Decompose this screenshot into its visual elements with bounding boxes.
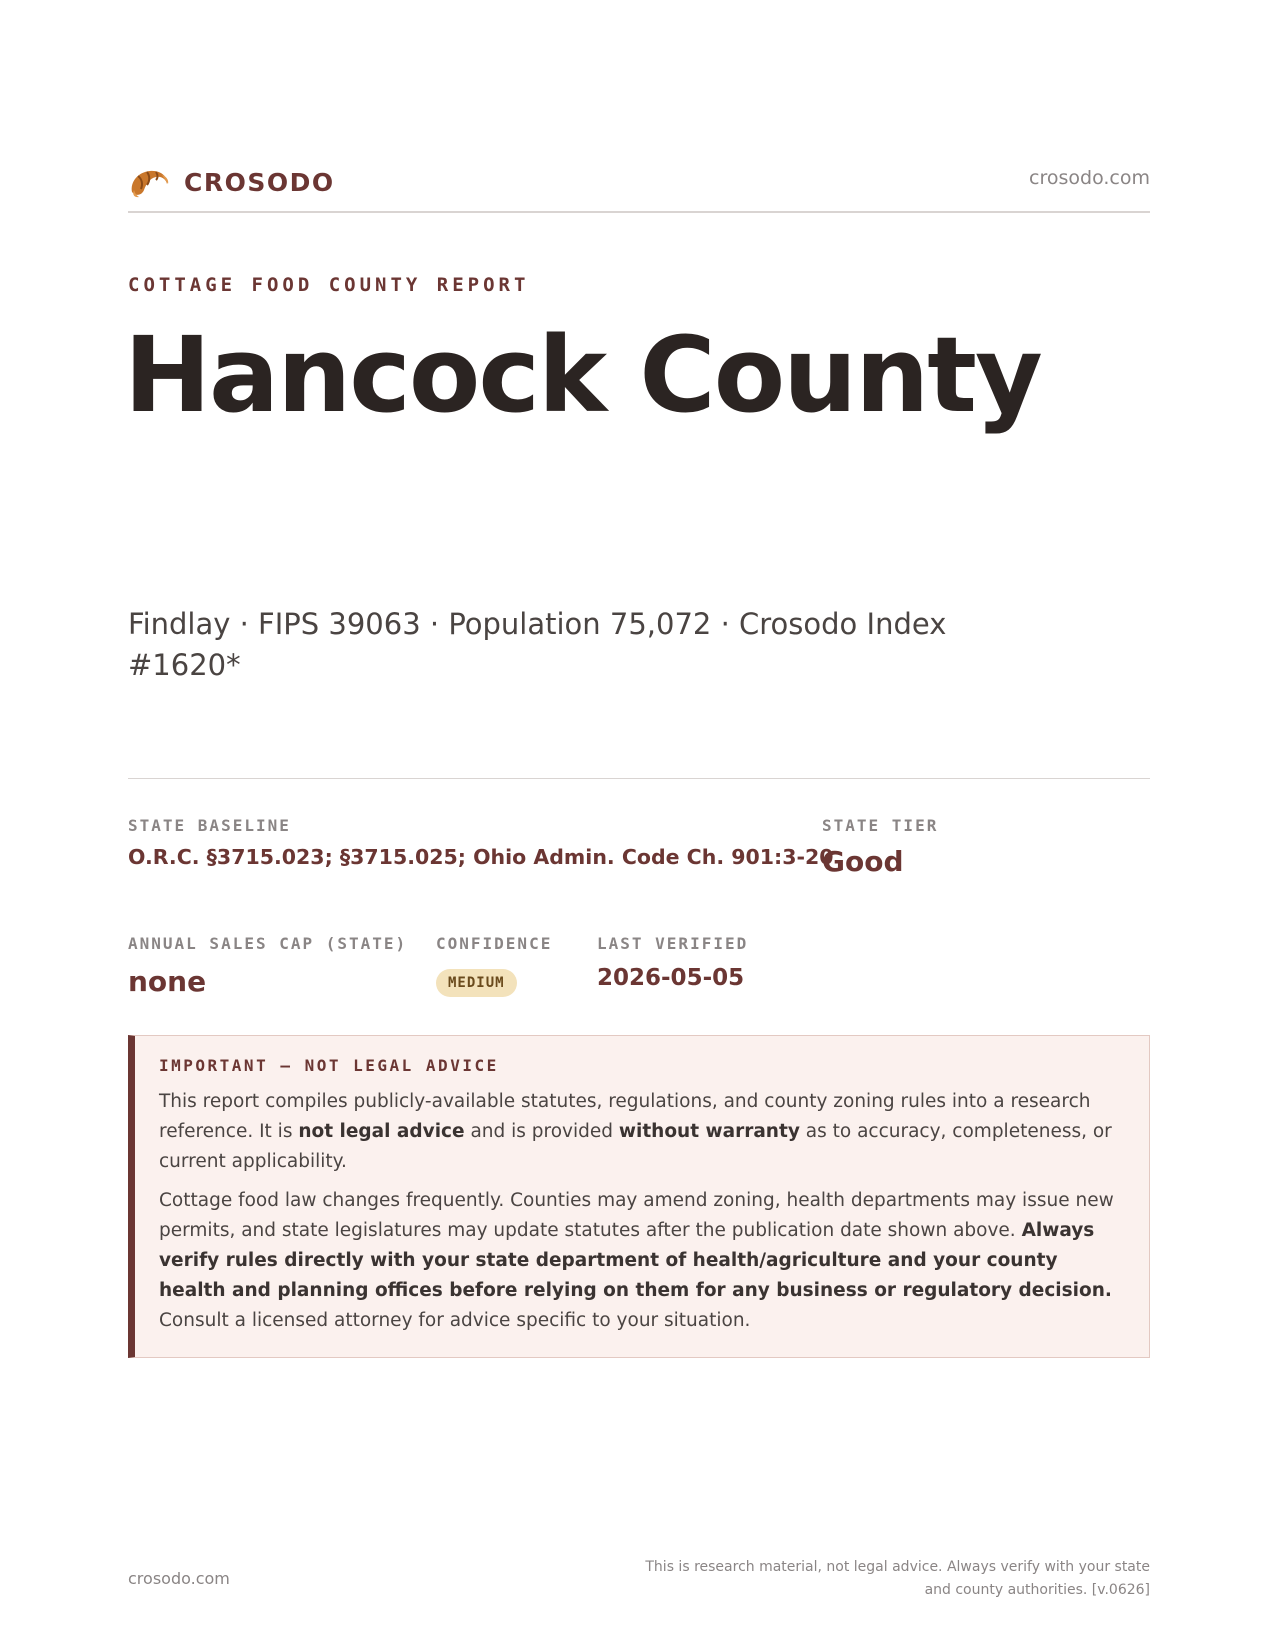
county-meta: Findlay · FIPS 39063 · Population 75,072 · Crosodo Index #1620* [128, 607, 947, 682]
footer-disclaimer: This is research material, not legal advice. Always verify with your state and county authorities. [v.0626] [645, 1559, 1150, 1598]
croissant-icon [128, 162, 170, 202]
confidence-field [436, 934, 552, 997]
notice-paragraph-2: Cottage food law changes frequently. Counties may amend zoning, health departments may issue new permits, and state legislatures may update statutes after the publication date shown above. Always verify rules directly with your state department of health/agriculture and your county health and planning offices before relying on them for any business or regulatory decision. Consult a licensed attorney for advice specific to your situation. [159, 1190, 1114, 1331]
annual-sales-cap-value: none [128, 965, 207, 998]
state-baseline-value: O.R.C. §3715.023; §3715.025; Ohio Admin. Code Ch. 901:3-20 [128, 845, 834, 869]
report-page [124, 0, 1150, 1650]
legal-notice [128, 1035, 1150, 1358]
brand[interactable] [128, 162, 335, 202]
page-header [128, 155, 1150, 213]
confidence-badge: MEDIUM [436, 969, 517, 997]
annual-sales-cap-label: ANNUAL SALES CAP (STATE) [128, 934, 408, 953]
notice-paragraph-1: This report compiles publicly-available statutes, regulations, and county zoning rules into a research reference. It is not legal advice and is provided without warranty as to accuracy, completeness, or current applicability. [159, 1091, 1112, 1172]
state-baseline-field [128, 816, 834, 869]
state-baseline-label: STATE BASELINE [128, 816, 291, 835]
notice-title: IMPORTANT — NOT LEGAL ADVICE [159, 1056, 499, 1075]
state-tier-label: STATE TIER [822, 816, 939, 835]
state-tier-field [822, 816, 938, 878]
page-title: Hancock County [124, 314, 1041, 436]
last-verified-value: 2026-05-05 [597, 965, 745, 991]
footer-site[interactable]: crosodo.com [128, 1569, 230, 1588]
last-verified-label: LAST VERIFIED [597, 934, 749, 953]
annual-sales-cap-field [128, 934, 407, 998]
site-link[interactable]: crosodo.com [1029, 167, 1150, 189]
confidence-label: CONFIDENCE [436, 934, 553, 953]
state-tier-value: Good [822, 845, 904, 878]
brand-name: CROSODO [184, 167, 335, 197]
last-verified-field [597, 934, 748, 991]
report-eyebrow: COTTAGE FOOD COUNTY REPORT [128, 274, 530, 296]
divider [128, 778, 1150, 779]
